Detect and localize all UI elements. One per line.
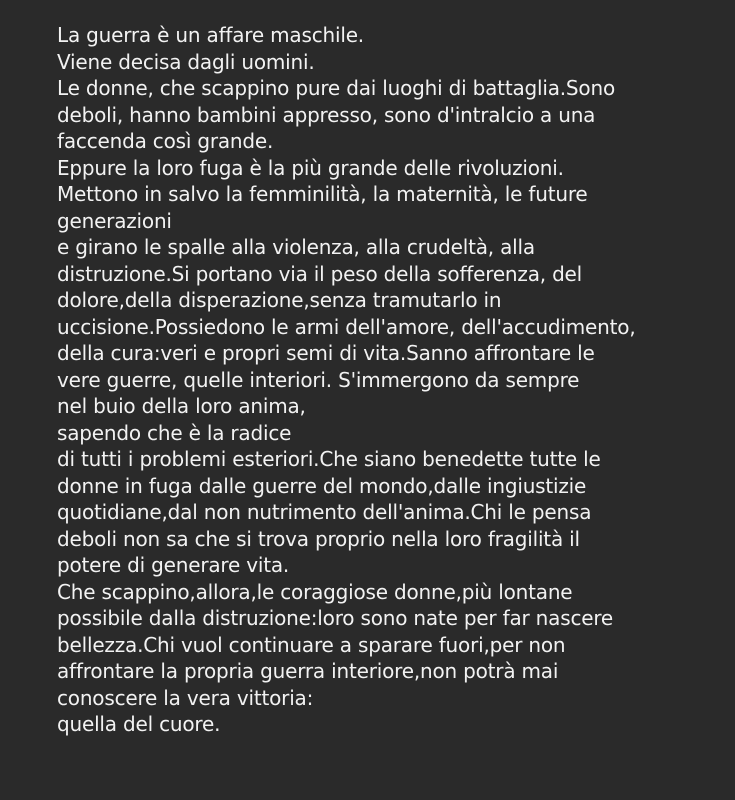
text-line: La guerra è un affare maschile. — [57, 23, 364, 47]
text-line: quotidiane,dal non nutrimento dell'anima.Chi le pensa — [57, 500, 592, 524]
text-line: potere di generare vita. — [57, 553, 290, 577]
poem-text-block — [57, 22, 727, 738]
text-line: deboli, hanno bambini appresso, sono d'intralcio a una — [57, 102, 596, 127]
text-line: distruzione.Si portano via il peso della sofferenza, del — [57, 261, 583, 286]
text-line: quella del cuore. — [57, 712, 221, 736]
text-line: Le donne, che scappino pure dai luoghi di battaglia.Sono — [57, 76, 615, 100]
text-line: Viene decisa dagli uomini. — [57, 49, 315, 74]
text-line: faccenda così grande. — [57, 129, 274, 153]
text-line: conoscere la vera vittoria: — [57, 685, 314, 710]
text-line: vere guerre, quelle interiori. S'immergono da sempre — [57, 367, 580, 392]
text-line: donne in fuga dalle guerre del mondo,dalle ingiustizie — [57, 473, 587, 498]
text-line: uccisione.Possiedono le armi dell'amore, dell'accudimento, — [57, 314, 636, 339]
text-line: sapendo che è la radice — [57, 420, 292, 445]
text-line: generazioni — [57, 208, 172, 233]
text-line: della cura:veri e propri semi di vita.Sanno affrontare le — [57, 341, 595, 365]
text-line: bellezza.Chi vuol continuare a sparare fuori,per non — [57, 632, 566, 657]
text-line: Che scappino,allora,le coraggiose donne,più lontane — [57, 579, 573, 604]
text-line: possibile dalla distruzione:loro sono nate per far nascere — [57, 606, 614, 630]
text-line: Mettono in salvo la femminilità, la maternità, le future — [57, 182, 588, 206]
text-line: affrontare la propria guerra interiore,non potrà mai — [57, 659, 559, 683]
text-line: dolore,della disperazione,senza tramutarlo in — [57, 288, 502, 312]
text-line: e girano le spalle alla violenza, alla crudeltà, alla — [57, 235, 535, 259]
text-line: deboli non sa che si trova proprio nella loro fragilità il — [57, 526, 580, 551]
text-line: di tutti i problemi esteriori.Che siano benedette tutte le — [57, 447, 601, 471]
text-line: nel buio della loro anima, — [57, 394, 306, 418]
text-line: Eppure la loro fuga è la più grande delle rivoluzioni. — [57, 155, 564, 180]
